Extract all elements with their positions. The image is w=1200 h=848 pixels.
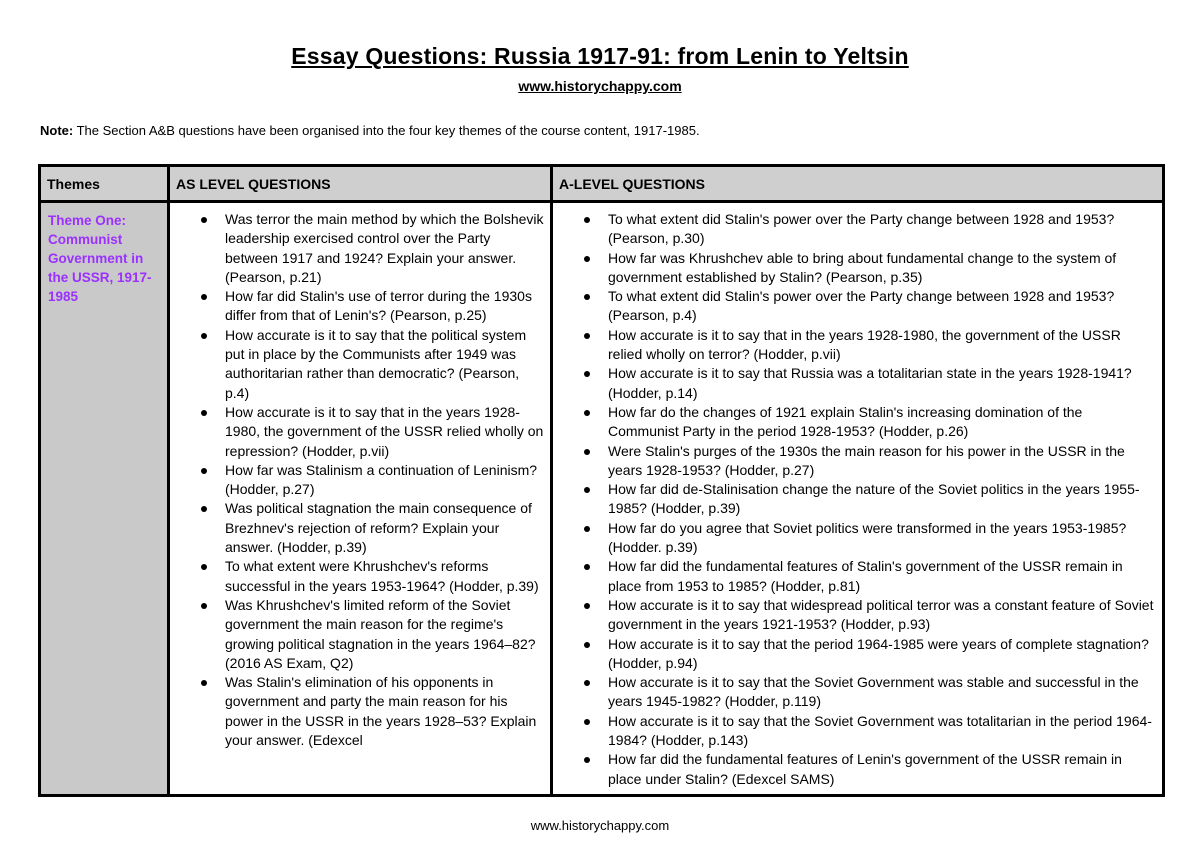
table-row bbox=[40, 202, 1164, 796]
note-text: The Section A&B questions have been organised into the four key themes of the course content, 1917-1985. bbox=[73, 123, 700, 138]
list-item: How accurate is it to say that Russia was a totalitarian state in the years 1928-1941? (Hodder, p.14) bbox=[573, 364, 1156, 403]
header-a-level: A-LEVEL QUESTIONS bbox=[552, 166, 1164, 202]
list-item: Was terror the main method by which the Bolshevik leadership exercised control over the Party between 1917 and 1924? Explain your answer. (Pearson, p.21) bbox=[190, 210, 544, 287]
list-item: How far do you agree that Soviet politics were transformed in the years 1953-1985? (Hodder. p.39) bbox=[573, 519, 1156, 558]
list-item: How far was Stalinism a continuation of Leninism? (Hodder, p.27) bbox=[190, 461, 544, 500]
document-title: Essay Questions: Russia 1917-91: from Lenin to Yeltsin bbox=[291, 43, 909, 69]
list-item: How accurate is it to say that in the years 1928-1980, the government of the USSR relied wholly on repression? (Hodder, p.vii) bbox=[190, 403, 544, 461]
list-item: How accurate is it to say that the period 1964-1985 were years of complete stagnation? (Hodder, p.94) bbox=[573, 635, 1156, 674]
list-item: How far did the fundamental features of Lenin's government of the USSR remain in place under Stalin? (Edexcel SAMS) bbox=[573, 750, 1156, 789]
list-item: To what extent did Stalin's power over the Party change between 1928 and 1953? (Pearson, p.4) bbox=[573, 287, 1156, 326]
list-item: How far did de-Stalinisation change the nature of the Soviet politics in the years 1955-1985? (Hodder, p.39) bbox=[573, 480, 1156, 519]
footer-website: www.historychappy.com bbox=[530, 818, 670, 833]
list-item: How far did Stalin's use of terror during the 1930s differ from that of Lenin's? (Pearson, p.25) bbox=[190, 287, 544, 326]
list-item: How accurate is it to say that the political system put in place by the Communists after 1949 was authoritarian rather than democratic? (Pearson, p.4) bbox=[190, 326, 544, 403]
list-item: How far do the changes of 1921 explain Stalin's increasing domination of the Communist Party in the period 1928-1953? (Hodder, p.26) bbox=[573, 403, 1156, 442]
list-item: How accurate is it to say that the Soviet Government was totalitarian in the period 1964-1984? (Hodder, p.143) bbox=[573, 712, 1156, 751]
note-paragraph bbox=[40, 123, 700, 138]
list-item: Was Stalin's elimination of his opponents in government and party the main reason for his power in the USSR in the years 1928–53? Explain your answer. (Edexcel bbox=[190, 673, 544, 750]
list-item: Were Stalin's purges of the 1930s the main reason for his power in the USSR in the years 1928-1953? (Hodder, p.27) bbox=[573, 442, 1156, 481]
list-item: To what extent were Khrushchev's reforms successful in the years 1953-1964? (Hodder, p.39) bbox=[190, 557, 544, 596]
list-item: How far was Khrushchev able to bring about fundamental change to the system of government established by Stalin? (Pearson, p.35) bbox=[573, 249, 1156, 288]
as-questions-list bbox=[170, 203, 550, 750]
header-themes: Themes bbox=[40, 166, 169, 202]
header-as-level: AS LEVEL QUESTIONS bbox=[169, 166, 552, 202]
table-header-row bbox=[40, 166, 1164, 202]
theme-one-label: Theme One: Communist Government in the USSR, 1917-1985 bbox=[40, 202, 169, 796]
website-link[interactable]: www.historychappy.com bbox=[518, 78, 682, 94]
a-level-questions-list bbox=[553, 203, 1162, 789]
list-item: How accurate is it to say that the Soviet Government was stable and successful in the years 1945-1982? (Hodder, p.119) bbox=[573, 673, 1156, 712]
list-item: How far did the fundamental features of Stalin's government of the USSR remain in place from 1953 to 1985? (Hodder, p.81) bbox=[573, 557, 1156, 596]
questions-table bbox=[38, 164, 1165, 797]
list-item: How accurate is it to say that in the years 1928-1980, the government of the USSR relied wholly on terror? (Hodder, p.vii) bbox=[573, 326, 1156, 365]
list-item: How accurate is it to say that widespread political terror was a constant feature of Soviet government in the years 1921-1953? (Hodder, p.93) bbox=[573, 596, 1156, 635]
note-label: Note: bbox=[40, 123, 74, 138]
list-item: To what extent did Stalin's power over the Party change between 1928 and 1953? (Pearson, p.30) bbox=[573, 210, 1156, 249]
list-item: Was Khrushchev's limited reform of the Soviet government the main reason for the regime's growing political stagnation in the years 1964–82? (2016 AS Exam, Q2) bbox=[190, 596, 544, 673]
a-level-questions-cell bbox=[552, 202, 1164, 796]
as-questions-cell bbox=[169, 202, 552, 796]
list-item: Was political stagnation the main consequence of Brezhnev's rejection of reform? Explain your answer. (Hodder, p.39) bbox=[190, 499, 544, 557]
